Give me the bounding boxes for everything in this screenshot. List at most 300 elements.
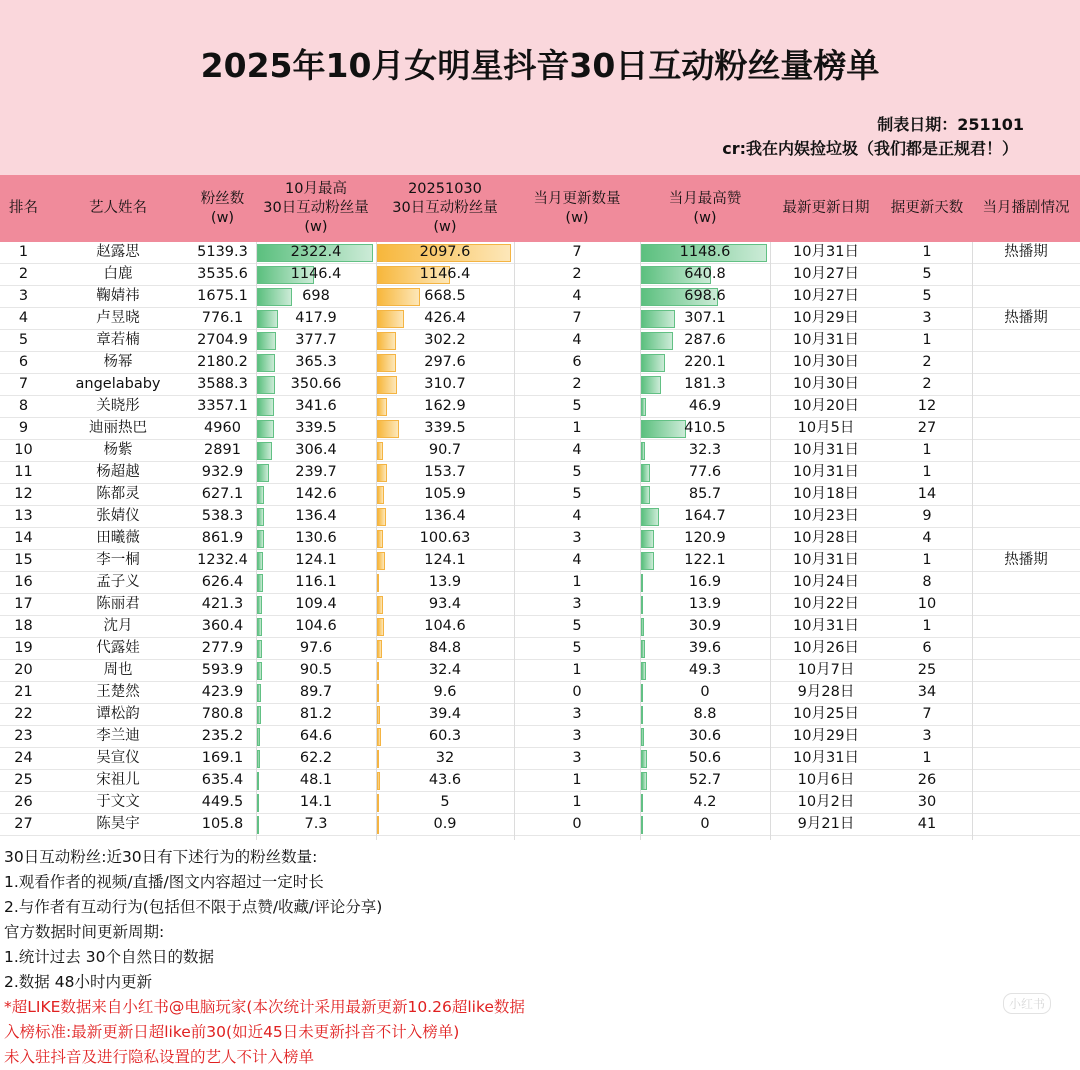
cell-peak: 14.1	[299, 794, 333, 810]
cell-updates: 1	[572, 662, 582, 678]
cell-days: 1	[922, 332, 932, 348]
cell-drama	[972, 594, 1080, 615]
cell-updates: 2	[572, 266, 582, 282]
cell-last: 10月31日	[793, 552, 859, 568]
cell-rank: 2	[18, 266, 29, 282]
cell-last: 10月31日	[793, 750, 859, 766]
cell-fans: 635.4	[201, 772, 244, 788]
cell-fans: 2891	[204, 442, 241, 458]
col-header-days: 据更新天数	[890, 200, 964, 216]
cell-days: 3	[922, 310, 932, 326]
cell-updates: 5	[572, 464, 582, 480]
cell-updates: 3	[572, 706, 582, 722]
cell-rank: 15	[14, 552, 33, 568]
cell-peak: 136.4	[295, 508, 337, 524]
cell-updates: 3	[572, 530, 582, 546]
cell-peak: 97.6	[299, 640, 333, 656]
table-row	[0, 418, 1080, 440]
cell-name: 陈都灵	[96, 486, 140, 502]
cell-peak: 341.6	[295, 398, 337, 414]
column-divider	[972, 242, 973, 840]
footnote-line: 1.观看作者的视频/直播/图文内容超过一定时长	[4, 873, 324, 891]
cell-last: 9月28日	[797, 684, 855, 700]
cell-peak: 306.4	[295, 442, 337, 458]
cell-likes: 640.8	[684, 266, 726, 282]
cell-drama	[972, 418, 1080, 439]
cell-fans: 861.9	[201, 530, 244, 546]
cell-likes: 181.3	[684, 376, 726, 392]
table-row	[0, 242, 1080, 264]
cell-days: 1	[922, 618, 932, 634]
cell-peak: 1146.4	[290, 266, 342, 282]
cell-rank: 14	[14, 530, 33, 546]
cell-drama	[972, 770, 1080, 791]
cell-updates: 2	[572, 376, 582, 392]
cell-last: 10月27日	[793, 266, 859, 282]
cell-peak: 90.5	[299, 662, 333, 678]
cell-likes: 698.6	[684, 288, 726, 304]
table-row	[0, 594, 1080, 616]
cell-last: 10月31日	[793, 464, 859, 480]
cell-name: 李兰迪	[96, 728, 140, 744]
table-header	[0, 175, 1080, 242]
table-row	[0, 814, 1080, 836]
cell-name: 田曦薇	[96, 530, 140, 546]
cell-likes: 30.6	[688, 728, 722, 744]
cell-name: 宋祖儿	[96, 772, 140, 788]
cell-drama	[972, 792, 1080, 813]
cell-current: 310.7	[424, 376, 466, 392]
table-row	[0, 528, 1080, 550]
cell-updates: 4	[572, 442, 582, 458]
cell-likes: 8.8	[693, 706, 717, 722]
cell-name: 关晓彤	[96, 398, 140, 414]
cell-likes: 32.3	[688, 442, 722, 458]
cell-rank: 13	[14, 508, 33, 524]
cell-name: 白鹿	[103, 266, 133, 282]
cell-fans: 235.2	[201, 728, 244, 744]
cell-fans: 2704.9	[197, 332, 248, 348]
cell-name: 赵露思	[96, 244, 140, 260]
cell-rank: 27	[14, 816, 33, 832]
cell-name: 孟子义	[96, 574, 140, 590]
cell-drama	[972, 814, 1080, 835]
col-header-name: 艺人姓名	[89, 200, 147, 216]
cell-rank: 10	[14, 442, 33, 458]
cell-peak: 104.6	[295, 618, 337, 634]
column-divider	[256, 242, 257, 840]
cell-last: 10月26日	[793, 640, 859, 656]
cell-peak: 81.2	[299, 706, 333, 722]
cell-updates: 5	[572, 486, 582, 502]
cell-likes: 85.7	[688, 486, 722, 502]
cell-fans: 776.1	[201, 310, 244, 326]
cell-rank: 17	[14, 596, 33, 612]
cell-days: 3	[922, 728, 932, 744]
cell-name: 于文文	[96, 794, 140, 810]
cell-rank: 1	[18, 244, 29, 260]
cell-updates: 3	[572, 728, 582, 744]
cell-updates: 3	[572, 596, 582, 612]
cell-drama	[972, 374, 1080, 395]
cell-fans: 3535.6	[197, 266, 248, 282]
cell-name: angelababy	[75, 376, 161, 392]
cell-days: 27	[917, 420, 937, 436]
cell-name: 李一桐	[96, 552, 140, 568]
watermark: 小红书	[1003, 993, 1051, 1014]
cell-drama	[972, 638, 1080, 659]
cell-last: 10月30日	[793, 354, 859, 370]
cell-days: 9	[922, 508, 932, 524]
table-row	[0, 726, 1080, 748]
cell-drama	[972, 748, 1080, 769]
cell-current: 668.5	[424, 288, 466, 304]
cell-updates: 1	[572, 574, 582, 590]
cell-days: 6	[922, 640, 932, 656]
cell-name: 杨超越	[96, 464, 140, 480]
cell-drama	[972, 528, 1080, 549]
cell-updates: 5	[572, 398, 582, 414]
cell-likes: 1148.6	[679, 244, 731, 260]
table-row	[0, 440, 1080, 462]
cell-last: 9月21日	[797, 816, 855, 832]
cell-fans: 932.9	[201, 464, 244, 480]
table-row	[0, 352, 1080, 374]
cell-fans: 360.4	[201, 618, 244, 634]
col-header-likes: 当月最高赞 (w)	[668, 190, 742, 226]
table-row	[0, 616, 1080, 638]
cell-likes: 52.7	[688, 772, 722, 788]
cell-current: 2097.6	[419, 244, 471, 260]
cell-name: 陈丽君	[96, 596, 140, 612]
cell-name: 章若楠	[96, 332, 140, 348]
cell-peak: 142.6	[295, 486, 337, 502]
cell-peak: 48.1	[299, 772, 333, 788]
cell-days: 25	[917, 662, 937, 678]
cell-drama: 热播期	[1004, 310, 1048, 326]
footnote-line: 30日互动粉丝:近30日有下述行为的粉丝数量:	[4, 848, 318, 866]
cell-days: 41	[917, 816, 937, 832]
cell-current: 153.7	[424, 464, 466, 480]
cell-updates: 3	[572, 750, 582, 766]
cell-drama	[972, 462, 1080, 483]
cell-likes: 13.9	[688, 596, 722, 612]
cell-fans: 626.4	[201, 574, 244, 590]
cell-updates: 4	[572, 552, 582, 568]
cell-last: 10月20日	[793, 398, 859, 414]
cell-last: 10月28日	[793, 530, 859, 546]
cell-likes: 120.9	[684, 530, 726, 546]
cell-last: 10月31日	[793, 442, 859, 458]
cell-fans: 277.9	[201, 640, 244, 656]
cell-last: 10月25日	[793, 706, 859, 722]
cell-peak: 109.4	[295, 596, 337, 612]
cell-fans: 3357.1	[197, 398, 248, 414]
cell-likes: 220.1	[684, 354, 726, 370]
cell-peak: 130.6	[295, 530, 337, 546]
cell-days: 1	[922, 750, 932, 766]
footnote-line: 官方数据时间更新周期:	[4, 923, 165, 941]
cell-updates: 7	[572, 244, 582, 260]
table-row	[0, 682, 1080, 704]
cell-current: 43.6	[428, 772, 462, 788]
cell-updates: 0	[572, 816, 582, 832]
cell-current: 302.2	[424, 332, 466, 348]
cell-current: 9.6	[433, 684, 457, 700]
cell-likes: 0	[700, 684, 710, 700]
cell-days: 1	[922, 442, 932, 458]
cell-drama	[972, 440, 1080, 461]
cell-days: 26	[917, 772, 937, 788]
cell-likes: 46.9	[688, 398, 722, 414]
cell-updates: 1	[572, 420, 582, 436]
cell-peak: 116.1	[295, 574, 337, 590]
cell-last: 10月2日	[797, 794, 855, 810]
cell-rank: 20	[14, 662, 33, 678]
col-header-rank: 排名	[9, 200, 38, 216]
table-row	[0, 330, 1080, 352]
cell-current: 1146.4	[419, 266, 471, 282]
cell-name: 代露娃	[96, 640, 140, 656]
cell-current: 13.9	[428, 574, 462, 590]
cell-days: 2	[922, 376, 932, 392]
cell-days: 4	[922, 530, 932, 546]
cell-rank: 4	[18, 310, 29, 326]
cell-drama	[972, 484, 1080, 505]
cell-likes: 410.5	[684, 420, 726, 436]
cell-rank: 24	[14, 750, 33, 766]
cell-peak: 417.9	[295, 310, 337, 326]
column-divider	[376, 242, 377, 840]
cell-drama: 热播期	[1004, 244, 1048, 260]
column-divider	[640, 242, 641, 840]
col-header-last-update: 最新更新日期	[782, 200, 870, 216]
cell-fans: 4960	[204, 420, 241, 436]
cell-drama	[972, 396, 1080, 417]
col-header-drama: 当月播剧情况	[982, 200, 1070, 216]
table-row	[0, 550, 1080, 572]
table-row	[0, 264, 1080, 286]
cell-last: 10月31日	[793, 332, 859, 348]
cell-fans: 1232.4	[197, 552, 248, 568]
cell-fans: 1675.1	[197, 288, 248, 304]
cell-likes: 287.6	[684, 332, 726, 348]
cell-drama: 热播期	[1004, 552, 1048, 568]
cell-current: 90.7	[428, 442, 462, 458]
cell-last: 10月30日	[793, 376, 859, 392]
cell-name: 杨紫	[103, 442, 133, 458]
cell-updates: 4	[572, 508, 582, 524]
cell-peak: 350.66	[290, 376, 342, 392]
cell-last: 10月6日	[797, 772, 855, 788]
cell-rank: 21	[14, 684, 33, 700]
cell-name: 卢昱晓	[96, 310, 140, 326]
cell-days: 12	[917, 398, 937, 414]
cell-likes: 50.6	[688, 750, 722, 766]
cell-rank: 26	[14, 794, 33, 810]
cell-current: 93.4	[428, 596, 462, 612]
cell-current: 84.8	[428, 640, 462, 656]
cell-rank: 11	[14, 464, 33, 480]
col-header-current: 20251030 30日互动粉丝量 (w)	[392, 181, 498, 235]
cell-peak: 7.3	[304, 816, 328, 832]
cell-name: 迪丽热巴	[89, 420, 147, 436]
cell-current: 297.6	[424, 354, 466, 370]
cell-last: 10月5日	[797, 420, 855, 436]
cell-fans: 593.9	[201, 662, 244, 678]
cell-current: 105.9	[424, 486, 466, 502]
cell-peak: 124.1	[295, 552, 337, 568]
cell-drama	[972, 704, 1080, 725]
cell-days: 14	[917, 486, 937, 502]
cell-days: 2	[922, 354, 932, 370]
cell-days: 34	[917, 684, 937, 700]
cell-name: 鞠婧祎	[96, 288, 140, 304]
cell-days: 8	[922, 574, 932, 590]
cell-current: 124.1	[424, 552, 466, 568]
cell-current: 32	[435, 750, 455, 766]
cell-last: 10月23日	[793, 508, 859, 524]
cell-rank: 7	[18, 376, 29, 392]
cell-last: 10月31日	[793, 618, 859, 634]
cell-current: 32.4	[428, 662, 462, 678]
cell-fans: 627.1	[201, 486, 244, 502]
table-row	[0, 770, 1080, 792]
cell-last: 10月29日	[793, 310, 859, 326]
cell-rank: 12	[14, 486, 33, 502]
cell-peak: 377.7	[295, 332, 337, 348]
column-divider	[514, 242, 515, 840]
cell-last: 10月18日	[793, 486, 859, 502]
cell-name: 谭松韵	[96, 706, 140, 722]
table-row	[0, 792, 1080, 814]
table-row	[0, 506, 1080, 528]
cell-drama	[972, 572, 1080, 593]
cell-updates: 7	[572, 310, 582, 326]
table-row	[0, 748, 1080, 770]
cell-current: 104.6	[424, 618, 466, 634]
cell-updates: 6	[572, 354, 582, 370]
page-title: 2025年10月女明星抖音30日互动粉丝量榜单	[200, 46, 880, 85]
cell-peak: 2322.4	[290, 244, 342, 260]
cell-current: 60.3	[428, 728, 462, 744]
cell-current: 0.9	[433, 816, 457, 832]
cell-name: 杨幂	[103, 354, 133, 370]
cell-likes: 30.9	[688, 618, 722, 634]
cell-rank: 25	[14, 772, 33, 788]
cell-name: 周也	[103, 662, 133, 678]
cell-last: 10月7日	[797, 662, 855, 678]
cell-drama	[972, 264, 1080, 285]
cell-peak: 89.7	[299, 684, 333, 700]
footnote-line: 1.统计过去 30个自然日的数据	[4, 948, 214, 966]
cell-likes: 4.2	[693, 794, 717, 810]
table-date: 制表日期：251101	[877, 115, 1024, 134]
cell-updates: 1	[572, 772, 582, 788]
cell-fans: 5139.3	[197, 244, 248, 260]
cell-likes: 16.9	[688, 574, 722, 590]
cell-fans: 169.1	[201, 750, 244, 766]
col-header-updates: 当月更新数量 (w)	[533, 190, 621, 226]
cell-peak: 239.7	[295, 464, 337, 480]
cell-fans: 538.3	[201, 508, 244, 524]
cell-likes: 77.6	[688, 464, 722, 480]
cell-days: 5	[922, 288, 932, 304]
cell-likes: 122.1	[684, 552, 726, 568]
footnote-line: 2.数据 48小时内更新	[4, 973, 152, 991]
table-row	[0, 308, 1080, 330]
cell-rank: 16	[14, 574, 33, 590]
cell-updates: 4	[572, 332, 582, 348]
cell-rank: 3	[18, 288, 29, 304]
cell-likes: 39.6	[688, 640, 722, 656]
cell-days: 1	[922, 552, 932, 568]
cell-rank: 6	[18, 354, 29, 370]
cell-last: 10月22日	[793, 596, 859, 612]
cell-likes: 164.7	[684, 508, 726, 524]
cell-fans: 780.8	[201, 706, 244, 722]
cell-last: 10月29日	[793, 728, 859, 744]
footnote-line: *超LIKE数据来自小红书@电脑玩家(本次统计采用最新更新10.26超like数据	[4, 998, 525, 1016]
cell-current: 162.9	[424, 398, 466, 414]
footnote-line: 2.与作者有互动行为(包括但不限于点赞/收藏/评论分享)	[4, 898, 383, 916]
cell-days: 10	[917, 596, 937, 612]
cell-last: 10月27日	[793, 288, 859, 304]
table-row	[0, 572, 1080, 594]
cell-updates: 4	[572, 288, 582, 304]
cell-rank: 9	[18, 420, 29, 436]
cell-likes: 49.3	[688, 662, 722, 678]
cell-updates: 5	[572, 618, 582, 634]
credit-line: cr:我在内娱捡垃圾（我们都是正规君！）	[722, 139, 1018, 158]
table-row	[0, 660, 1080, 682]
cell-last: 10月24日	[793, 574, 859, 590]
footnotes	[4, 845, 525, 1070]
cell-peak: 698	[302, 288, 330, 304]
cell-rank: 18	[14, 618, 33, 634]
cell-drama	[972, 616, 1080, 637]
table-row	[0, 704, 1080, 726]
cell-days: 1	[922, 464, 932, 480]
cell-days: 7	[922, 706, 932, 722]
cell-fans: 105.8	[201, 816, 244, 832]
footnote-line: 入榜标准:最新更新日超like前30(如近45日未更新抖音不计入榜单)	[4, 1023, 460, 1041]
page-header	[0, 0, 1080, 175]
cell-drama	[972, 352, 1080, 373]
table-row	[0, 396, 1080, 418]
cell-current: 100.63	[419, 530, 471, 546]
cell-current: 39.4	[428, 706, 462, 722]
cell-drama	[972, 506, 1080, 527]
cell-current: 426.4	[424, 310, 466, 326]
cell-rank: 19	[14, 640, 33, 656]
table-row	[0, 638, 1080, 660]
cell-name: 陈昊宇	[96, 816, 140, 832]
cell-rank: 22	[14, 706, 33, 722]
cell-fans: 2180.2	[197, 354, 248, 370]
cell-drama	[972, 726, 1080, 747]
table-row	[0, 374, 1080, 396]
col-header-fans: 粉丝数 (w)	[200, 190, 245, 226]
cell-current: 339.5	[424, 420, 466, 436]
table-row	[0, 484, 1080, 506]
cell-fans: 3588.3	[197, 376, 248, 392]
cell-updates: 5	[572, 640, 582, 656]
cell-likes: 307.1	[684, 310, 726, 326]
column-divider	[770, 242, 771, 840]
cell-name: 沈月	[103, 618, 133, 634]
footnote-line: 未入驻抖音及进行隐私设置的艺人不计入榜单	[4, 1048, 315, 1066]
